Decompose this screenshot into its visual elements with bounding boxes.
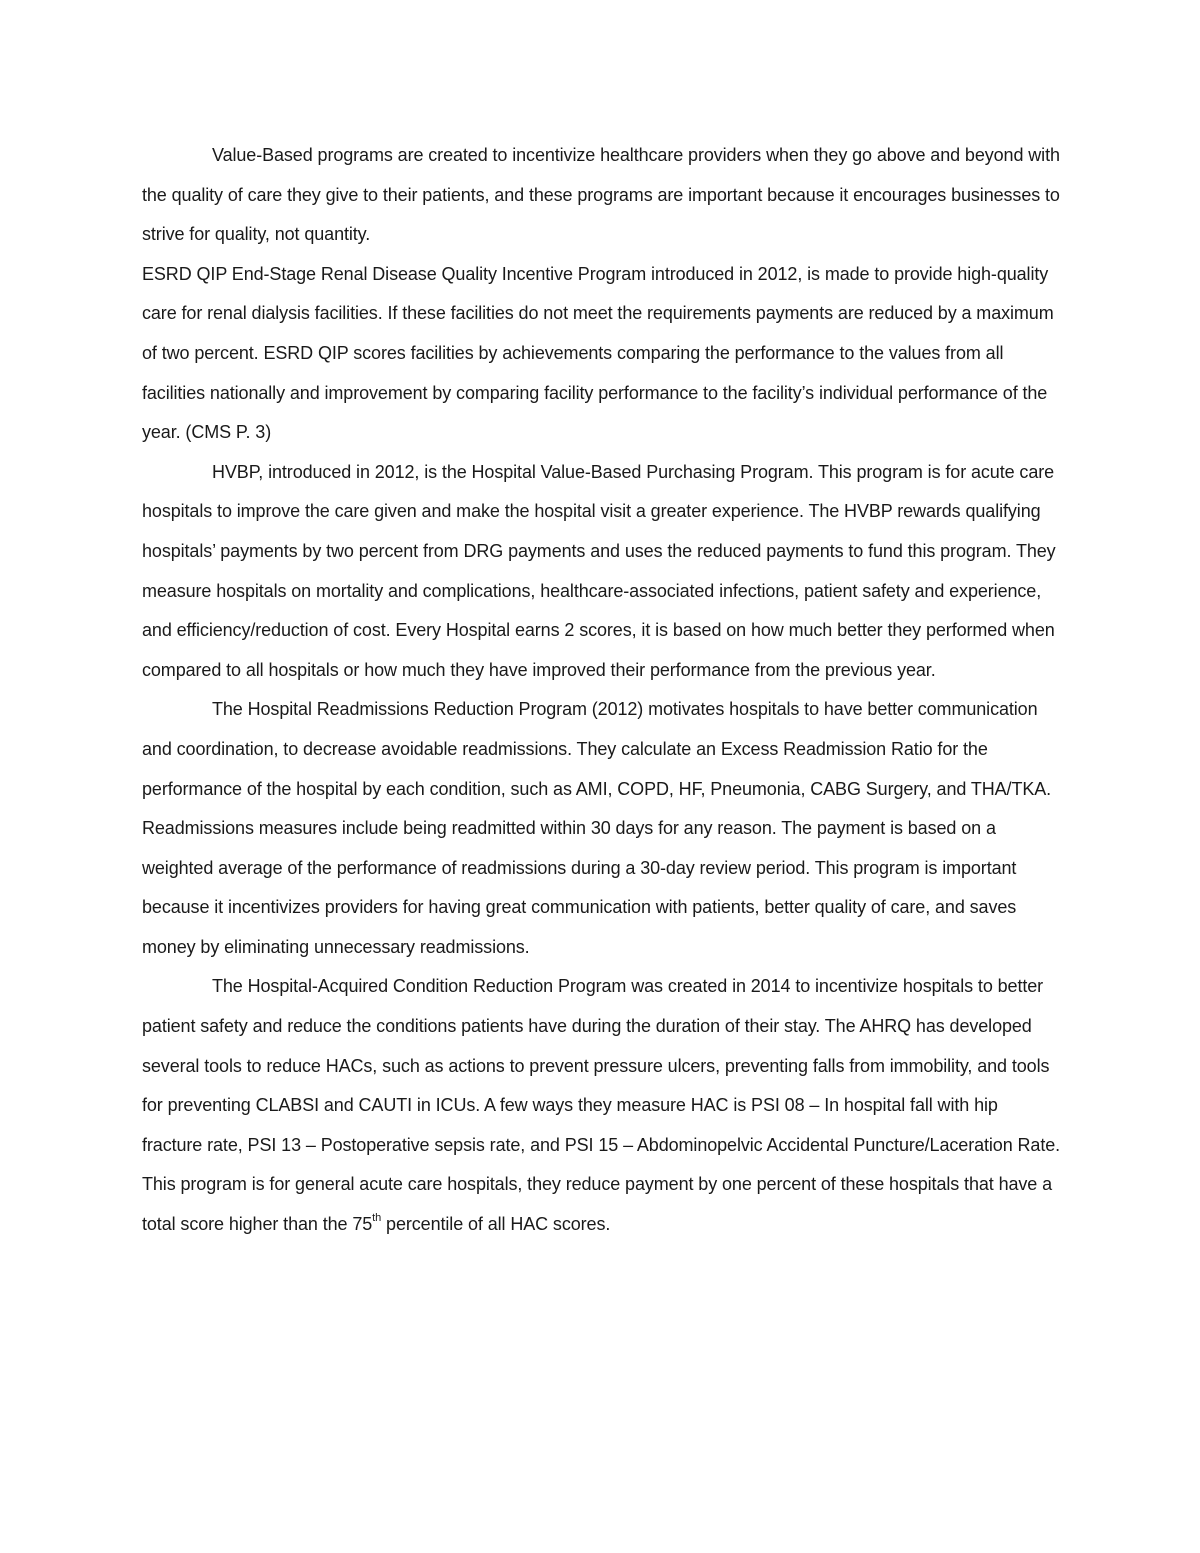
- superscript-ordinal: th: [372, 1212, 382, 1225]
- paragraph-value-based-intro: Value-Based programs are created to incentivize healthcare providers when they go above and beyond with the quality of care they give to their patients, and these programs are important because it encourages businesses to strive for quality, not quantity.: [142, 145, 1060, 245]
- paragraph-hrrp: The Hospital Readmissions Reduction Program (2012) motivates hospitals to have better communication and coordination, to decrease avoidable readmissions. They calculate an Excess Readmission Ratio for the performance of the hospital by each condition, such as AMI, COPD, HF, Pneumonia, CABG Surgery, and THA/TKA. Readmissions measures include being readmitted within 30 days for any reason. The payment is based on a weighted average of the performance of readmissions during a 30-day review period. This program is important because it incentivizes providers for having great communication with patients, better quality of care, and saves money by eliminating unnecessary readmissions.: [142, 699, 1052, 957]
- document-body: [142, 136, 1062, 1245]
- paragraph-hacrp: [142, 967, 1062, 1244]
- paragraph-hacrp-text-end: percentile of all HAC scores.: [381, 1214, 611, 1235]
- paragraph-hacrp-text: The Hospital-Acquired Condition Reduction Program was created in 2014 to incentivize hospitals to better patient safety and reduce the conditions patients have during the duration of their stay. The AHRQ has developed several tools to reduce HACs, such as actions to prevent pressure ulcers, preventing falls from immobility, and tools for preventing CLABSI and CAUTI in ICUs. A few ways they measure HAC is PSI 08 – In hospital fall with hip fracture rate, PSI 13 – Postoperative sepsis rate, and PSI 15 – Abdominopelvic Accidental Puncture/Laceration Rate. This program is for general acute care hospitals, they reduce payment by one percent of these hospitals that have a total score higher than the 75: [142, 976, 1061, 1235]
- paragraph-esrd-qip: ESRD QIP End-Stage Renal Disease Quality Incentive Program introduced in 2012, is made to provide high-quality care for renal dialysis facilities. If these facilities do not meet the requirements payments are reduced by a maximum of two percent. ESRD QIP scores facilities by achievements comparing the performance to the values from all facilities nationally and improvement by comparing facility performance to the facility’s individual performance of the year. (CMS P. 3): [142, 263, 1054, 443]
- paragraph-hvbp: HVBP, introduced in 2012, is the Hospital Value-Based Purchasing Program. This program is for acute care hospitals to improve the care given and make the hospital visit a greater experience. The HVBP rewards qualifying hospitals’ payments by two percent from DRG payments and uses the reduced payments to fund this program. They measure hospitals on mortality and complications, healthcare-associated infections, patient safety and experience, and efficiency/reduction of cost. Every Hospital earns 2 scores, it is based on how much better they performed when compared to all hospitals or how much they have improved their performance from the previous year.: [142, 461, 1056, 680]
